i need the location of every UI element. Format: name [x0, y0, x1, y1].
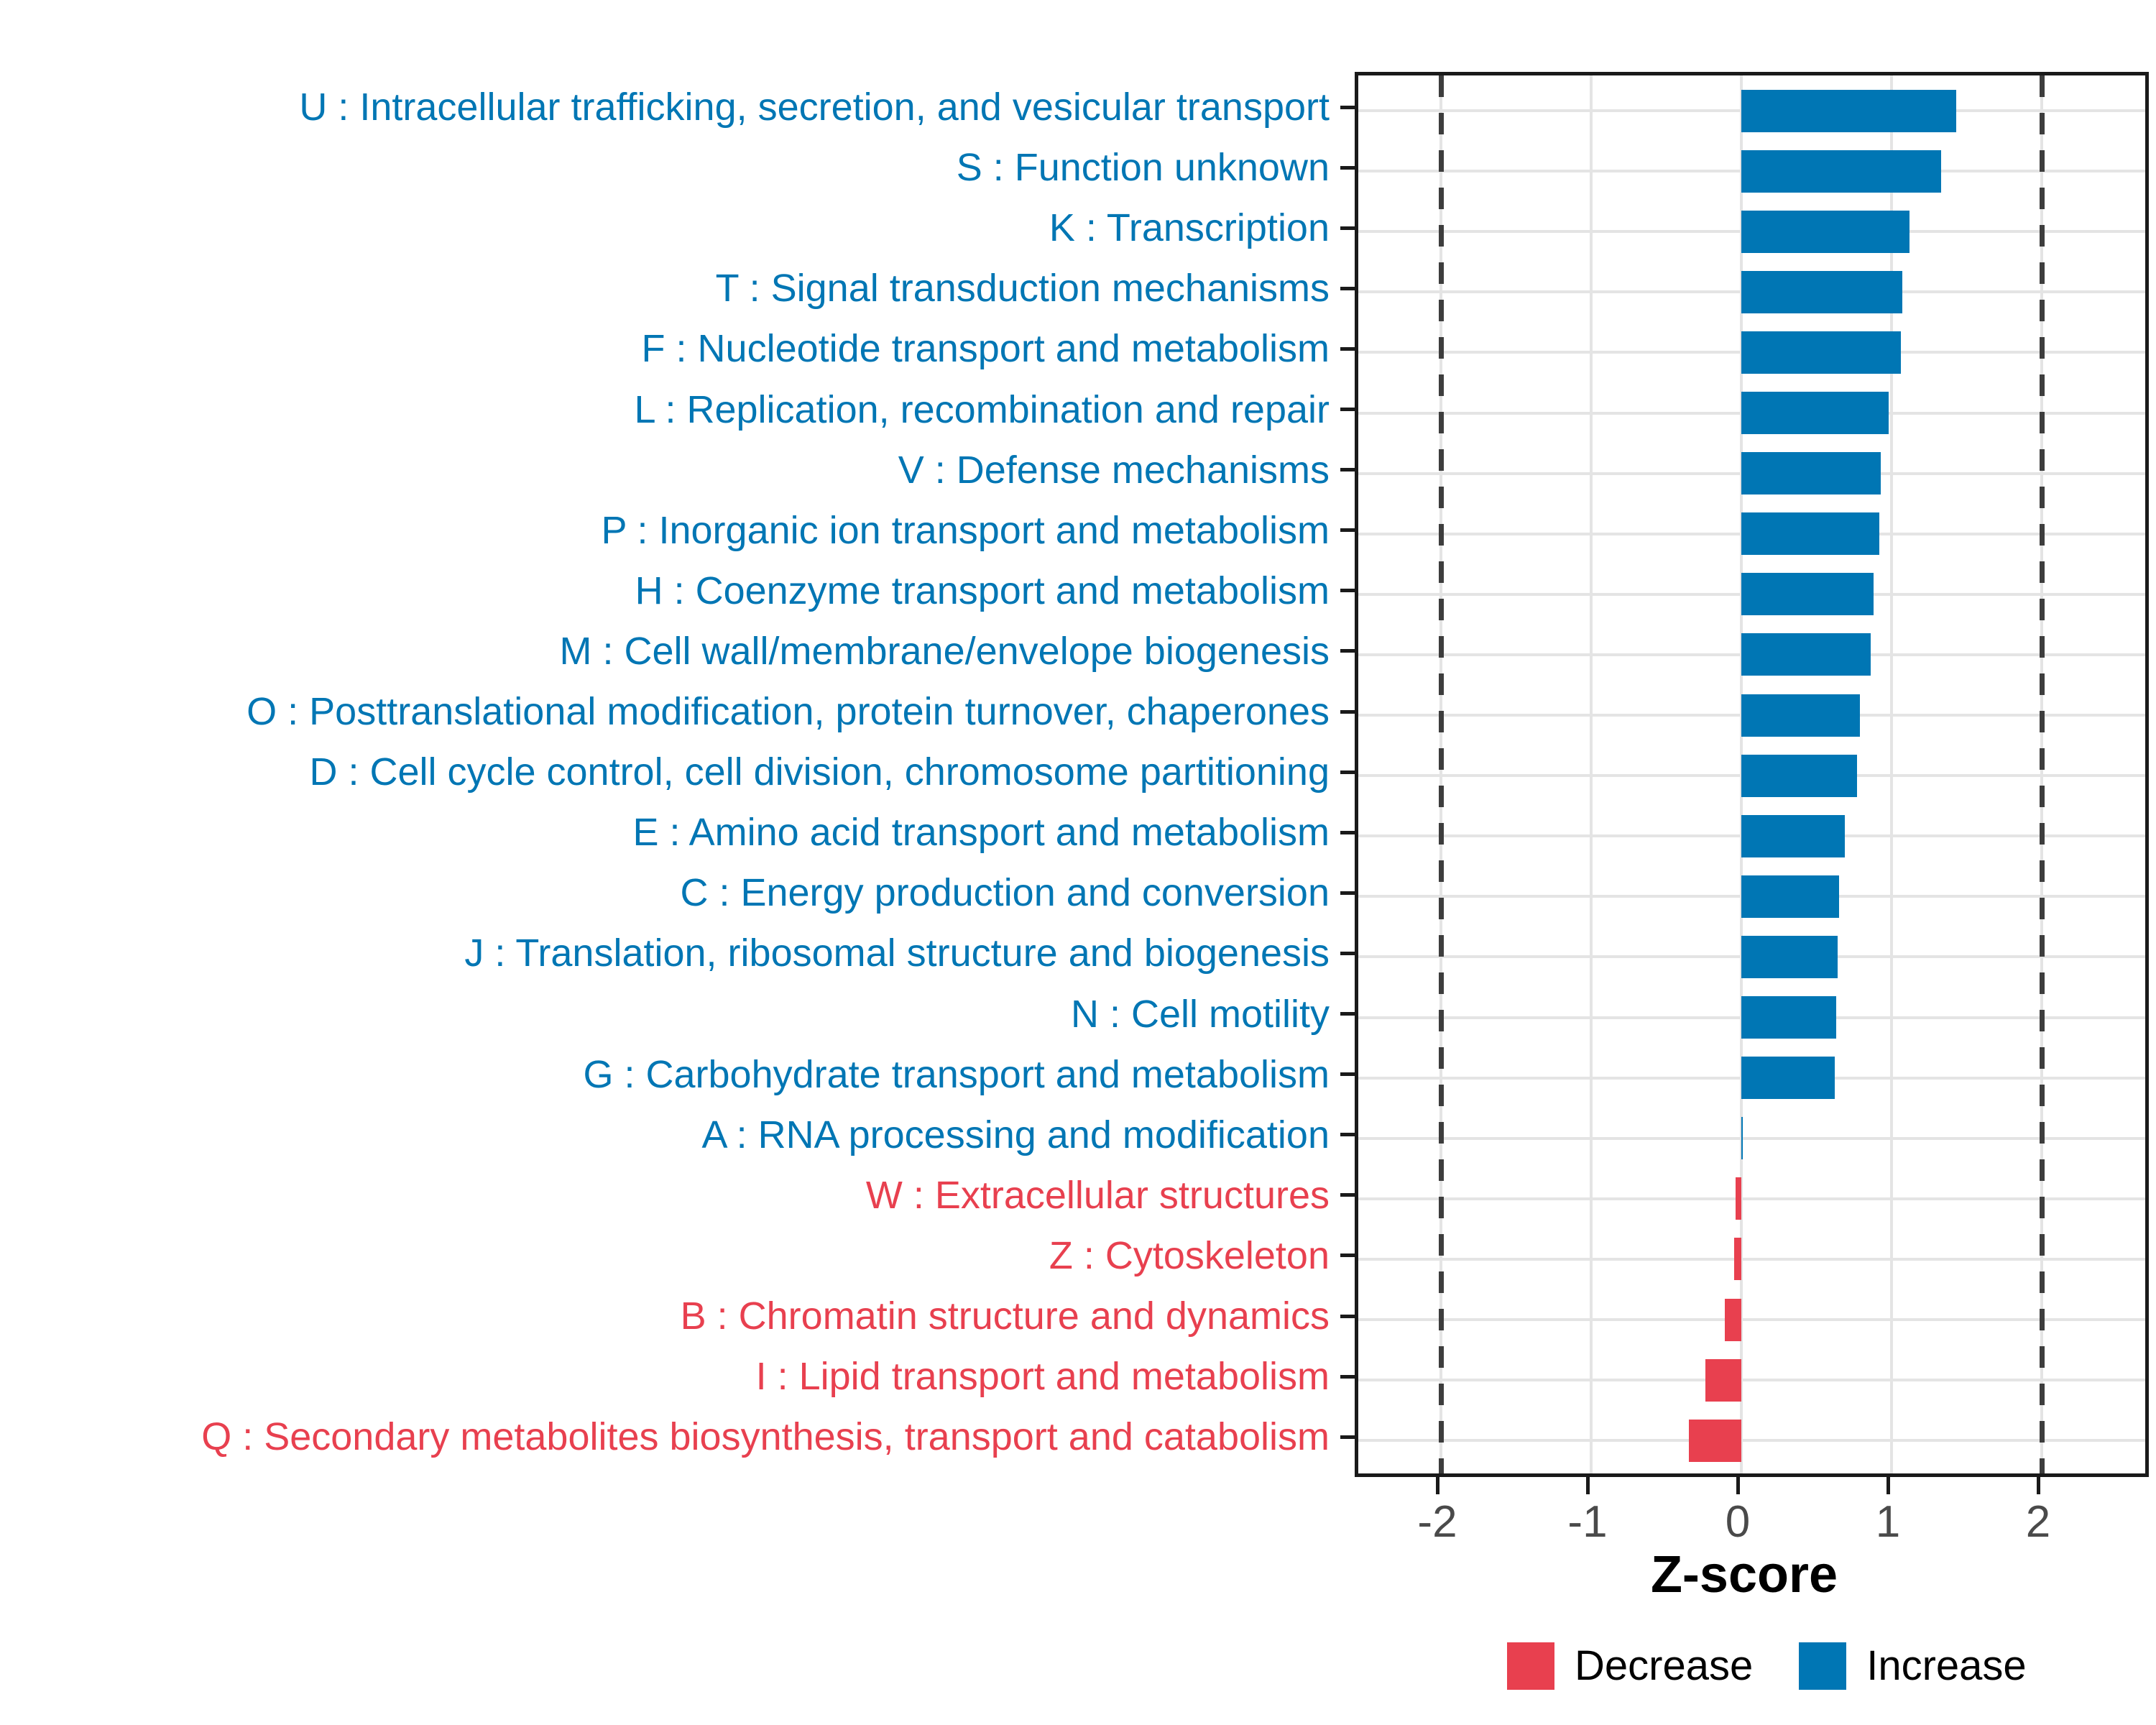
y-axis-tick [1340, 106, 1355, 109]
y-axis-label: K : Transcription [1049, 206, 1330, 250]
bar [1705, 1359, 1741, 1402]
bar [1741, 573, 1874, 615]
reference-dashed-line [1439, 75, 1444, 1473]
y-gridline [1358, 1318, 2145, 1321]
y-axis-tick [1340, 226, 1355, 230]
y-axis-tick [1340, 287, 1355, 290]
bar [1741, 392, 1889, 434]
x-axis-tick [1736, 1477, 1740, 1494]
x-axis-tick [1886, 1477, 1890, 1494]
x-axis-tick-label: 1 [1875, 1497, 1901, 1547]
y-axis-label: W : Extracellular structures [865, 1173, 1330, 1217]
y-axis-tick [1340, 952, 1355, 955]
bar [1741, 1057, 1835, 1099]
bar [1741, 815, 1845, 857]
x-axis-tick-label: 0 [1725, 1497, 1751, 1547]
bar [1689, 1420, 1741, 1462]
y-axis-tick [1340, 1133, 1355, 1136]
y-axis-tick [1340, 589, 1355, 592]
y-axis-tick [1340, 770, 1355, 774]
y-axis-tick [1340, 1254, 1355, 1257]
bar [1734, 1238, 1741, 1280]
legend [1507, 1642, 2053, 1690]
y-axis-label: M : Cell wall/membrane/envelope biogenesis [559, 629, 1330, 673]
y-axis-tick [1340, 831, 1355, 834]
bar [1741, 875, 1839, 918]
bar [1741, 1117, 1743, 1159]
x-axis-tick-label: -2 [1417, 1497, 1457, 1547]
bar [1741, 633, 1871, 676]
y-gridline [1358, 1439, 2145, 1442]
y-axis-label: L : Replication, recombination and repair [634, 387, 1330, 431]
bar [1736, 1177, 1741, 1220]
bar [1741, 150, 1941, 193]
legend-decrease-label: Decrease [1575, 1642, 1754, 1689]
y-axis-tick [1340, 649, 1355, 653]
bar [1725, 1299, 1741, 1341]
y-axis-label: F : Nucleotide transport and metabolism [641, 327, 1330, 371]
y-axis-label: H : Coenzyme transport and metabolism [635, 569, 1330, 612]
x-axis-tick [2037, 1477, 2040, 1494]
y-axis-label: D : Cell cycle control, cell division, chromosome partitioning [309, 750, 1330, 794]
y-axis-tick [1340, 1435, 1355, 1439]
bar [1741, 271, 1902, 313]
bar [1741, 694, 1860, 737]
y-axis-tick [1340, 166, 1355, 170]
x-axis-tick-label: 2 [2025, 1497, 2051, 1547]
y-axis-label: Z : Cytoskeleton [1049, 1233, 1330, 1277]
y-axis-label: C : Energy production and conversion [680, 871, 1330, 915]
plot-panel [1355, 72, 2149, 1477]
legend-decrease-swatch [1507, 1642, 1554, 1690]
y-gridline [1358, 1137, 2145, 1140]
y-axis-label: T : Signal transduction mechanisms [715, 267, 1330, 310]
y-axis-label: N : Cell motility [1070, 992, 1330, 1036]
y-axis-label: I : Lipid transport and metabolism [755, 1355, 1330, 1399]
y-axis-label: Q : Secondary metabolites biosynthesis, transport and catabolism [201, 1415, 1330, 1459]
y-axis-label: V : Defense mechanisms [898, 448, 1330, 492]
bar [1741, 512, 1879, 555]
y-axis-tick [1340, 1012, 1355, 1016]
bar [1741, 452, 1881, 494]
y-axis-tick [1340, 1315, 1355, 1318]
y-axis-label: A : RNA processing and modification [701, 1113, 1330, 1156]
y-gridline [1358, 1197, 2145, 1200]
y-axis-label: E : Amino acid transport and metabolism [632, 811, 1330, 855]
legend-increase-swatch [1799, 1642, 1846, 1690]
y-axis-tick [1340, 1375, 1355, 1379]
bar [1741, 996, 1836, 1039]
bar [1741, 211, 1909, 253]
x-axis-tick-label: -1 [1567, 1497, 1608, 1547]
y-axis-tick [1340, 347, 1355, 351]
y-axis-tick [1340, 1193, 1355, 1197]
y-axis-tick [1340, 891, 1355, 895]
y-axis-tick [1340, 1072, 1355, 1076]
x-axis-tick [1586, 1477, 1590, 1494]
bar [1741, 755, 1857, 797]
y-axis-tick [1340, 710, 1355, 714]
y-axis-label: S : Function unknown [956, 146, 1330, 190]
y-axis-label: U : Intracellular trafficking, secretion, and vesicular transport [299, 86, 1330, 129]
y-axis-tick [1340, 408, 1355, 411]
y-axis-label: P : Inorganic ion transport and metabolism [601, 508, 1330, 552]
reference-dashed-line [2040, 75, 2045, 1473]
y-axis-tick [1340, 468, 1355, 472]
y-gridline [1358, 1258, 2145, 1261]
y-axis-tick [1340, 528, 1355, 532]
y-axis-label: O : Posttranslational modification, protein turnover, chaperones [247, 690, 1330, 733]
x-axis-tick [1436, 1477, 1439, 1494]
y-axis-label: B : Chromatin structure and dynamics [680, 1294, 1330, 1338]
bar [1741, 90, 1956, 132]
bar [1741, 331, 1901, 374]
legend-increase-label: Increase [1866, 1642, 2027, 1689]
y-gridline [1358, 1379, 2145, 1381]
y-axis-label: G : Carbohydrate transport and metabolism [583, 1052, 1330, 1096]
x-axis-title: Z-score [1650, 1546, 1838, 1604]
bar [1741, 936, 1838, 978]
y-axis-label: J : Translation, ribosomal structure and biogenesis [464, 932, 1330, 975]
